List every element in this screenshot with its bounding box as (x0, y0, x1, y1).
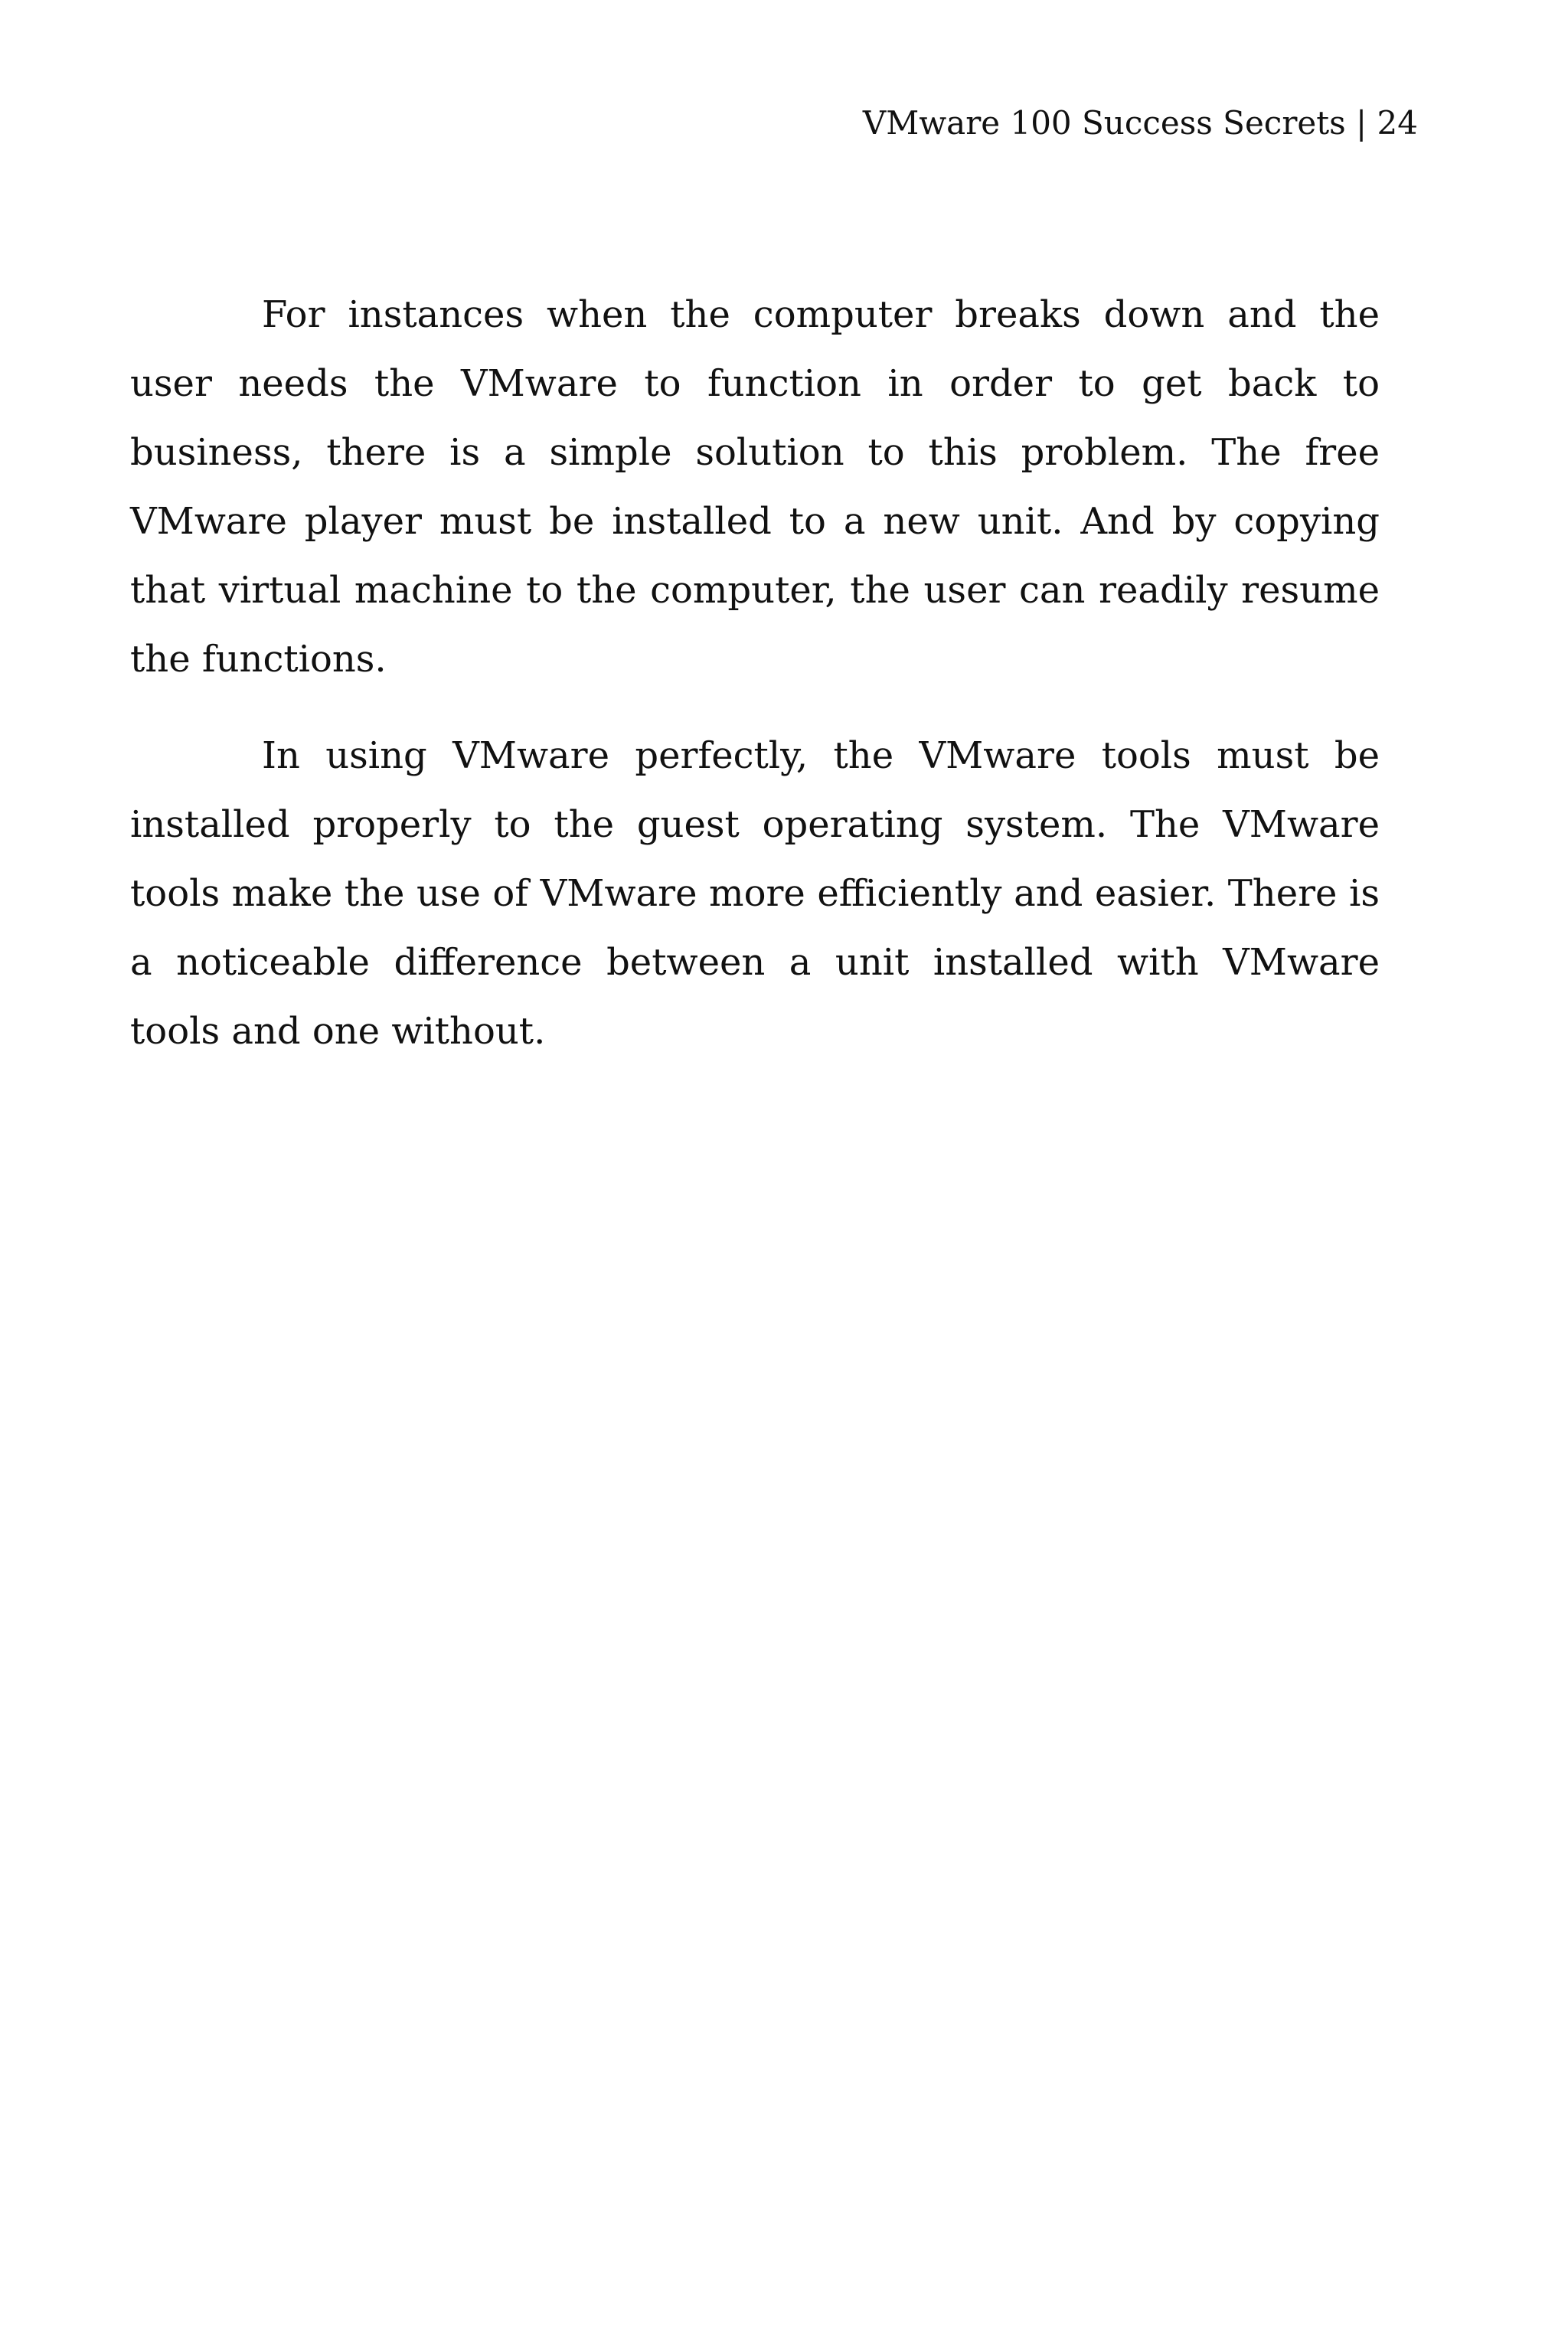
running-header: VMware 100 Success Secrets | 24 (862, 104, 1418, 142)
paragraph-2: In using VMware perfectly, the VMware tools must be installed properly to the guest operating system. The VMware tools make the use of VMware more efficiently and easier. There is a noticeable difference between a unit installed with VMware tools and one without. (130, 734, 1380, 1053)
body-text (130, 280, 1380, 1066)
paragraph-1: For instances when the computer breaks down and the user needs the VMware to function in order to get back to business, there is a simple solution to this problem. The free VMware player must be installed to a new unit. And by copying that virtual machine to the computer, the user can readily resume the functions. (130, 293, 1380, 681)
